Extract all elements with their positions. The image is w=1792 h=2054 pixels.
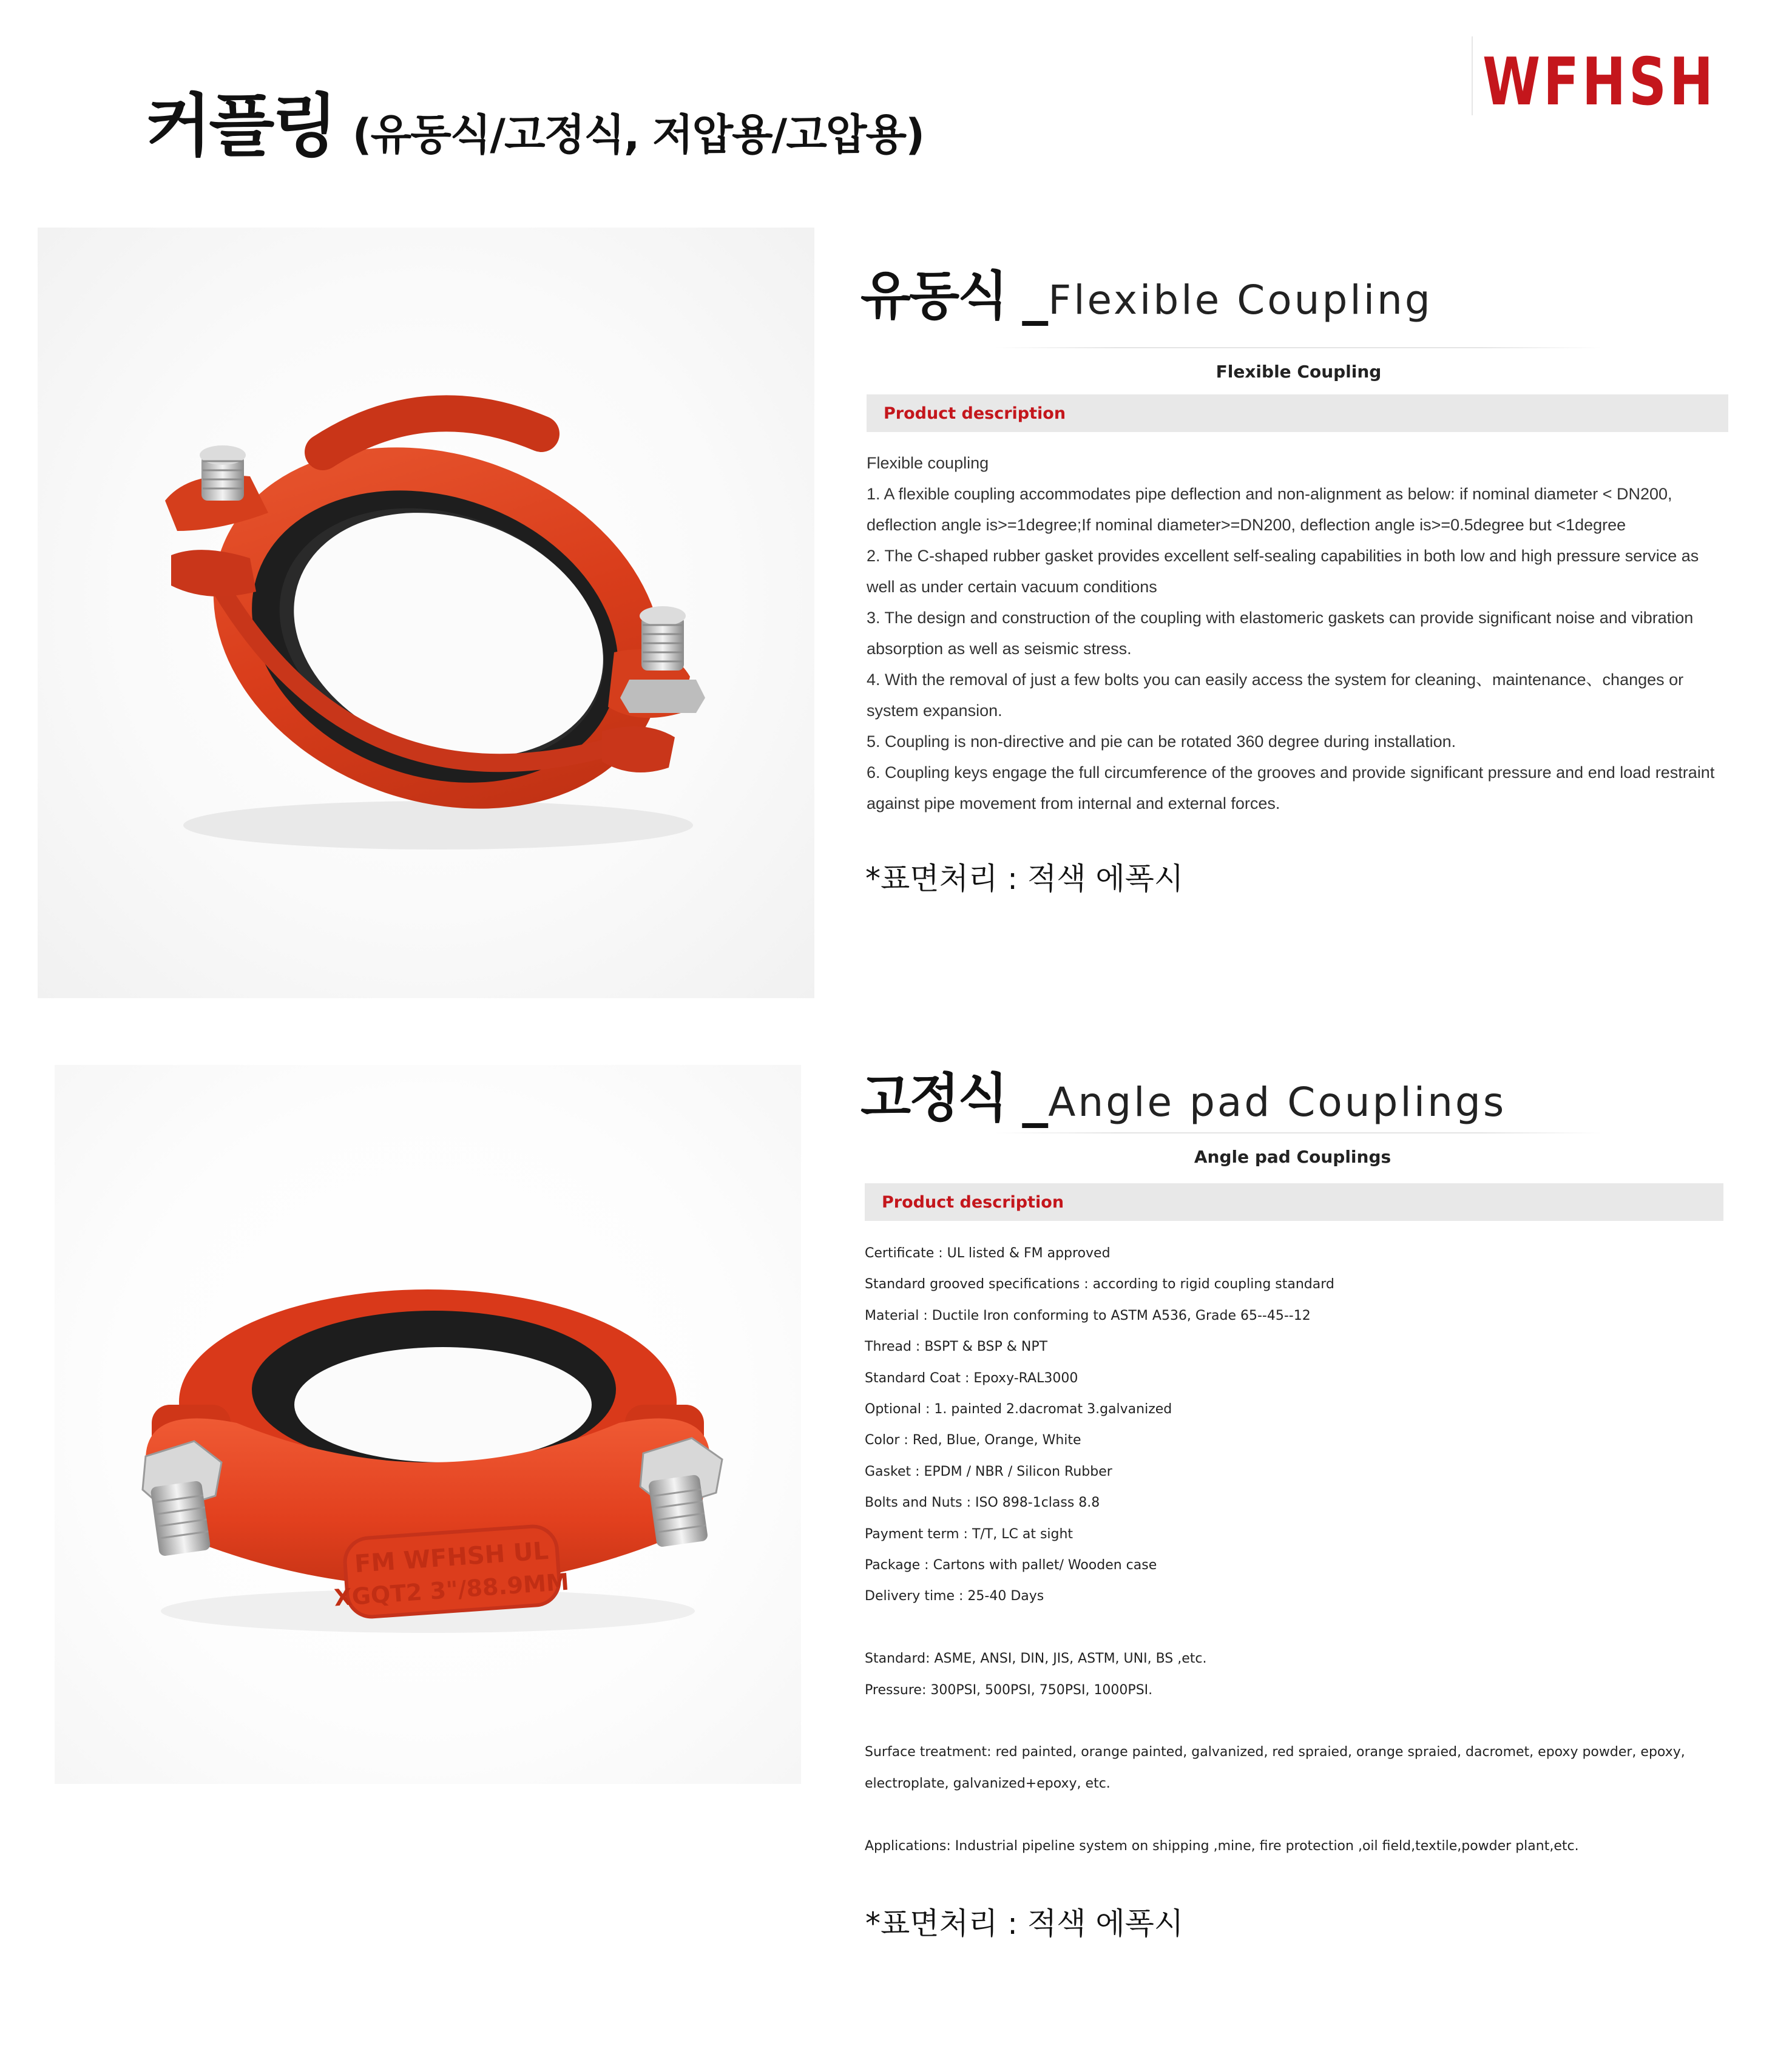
spec-line: Color : Red, Blue, Orange, White — [865, 1433, 1081, 1448]
spec-line: Certificate : UL listed & FM approved — [865, 1246, 1111, 1261]
heading-divider — [995, 1132, 1602, 1133]
angle-pad-spec-list — [865, 1238, 1726, 1862]
standard-line: Standard: ASME, ANSI, DIN, JIS, ASTM, UNI, BS ,etc. — [865, 1651, 1207, 1667]
heading-english: Flexible Coupling — [1048, 277, 1433, 323]
heading-korean: 고정식 — [860, 1068, 1007, 1129]
description-line: 2. The C-shaped rubber gasket provides excellent self-sealing capabilities in both low and high pressure service as well as under certain vacuum conditions — [867, 547, 1699, 596]
heading-dash: _ — [1022, 1068, 1049, 1129]
heading-korean: 유동식 — [860, 266, 1007, 326]
spec-line: Standard grooved specifications : according to rigid coupling standard — [865, 1277, 1334, 1292]
product-description-label: Product description — [882, 1192, 1064, 1212]
flexible-coupling-illustration — [38, 228, 814, 998]
pipe-opening — [294, 1347, 592, 1462]
spec-line: Optional : 1. painted 2.dacromat 3.galvanized — [865, 1402, 1172, 1417]
housing-marking-2: XGQT2 3"/88.9MM — [333, 1568, 570, 1612]
logo-wordmark: WFHSH — [1483, 44, 1716, 120]
flexible-description-body — [867, 448, 1728, 819]
description-line: 1. A flexible coupling accommodates pipe deflection and non-alignment as below: if nominal diameter < DN200, deflection angle is>=1degree;If nominal diameter>=DN200, deflection angle is>=0.5degree but <1degree — [867, 485, 1672, 534]
angle-pad-coupling-illustration — [55, 1065, 801, 1784]
logo-divider — [1472, 36, 1473, 115]
description-line: 3. The design and construction of the coupling with elastomeric gaskets can provide significant noise and vibration absorption as well as seismic stress. — [867, 609, 1694, 658]
description-line: 5. Coupling is non-directive and pie can be rotated 360 degree during installation. — [867, 732, 1456, 751]
housing-marking-1: FM WFHSH UL — [353, 1536, 550, 1579]
spec-line: Standard Coat : Epoxy-RAL3000 — [865, 1370, 1078, 1386]
description-line: 6. Coupling keys engage the full circumference of the grooves and provide significant pressure and end load restraint against pipe movement from internal and external forces. — [867, 763, 1715, 812]
product-description-bar — [865, 1183, 1723, 1221]
surface-treatment-note: *표면처리 : 적색 에폭시 — [865, 861, 1184, 896]
description-line: Flexible coupling — [867, 454, 989, 472]
logo-graphic — [1479, 44, 1722, 120]
flexible-coupling-photo — [38, 228, 814, 998]
product-shadow — [183, 801, 693, 850]
description-line: 4. With the removal of just a few bolts you can easily access the system for cleaning、maintenance、changes or system expansion. — [867, 671, 1684, 720]
brand-logo — [1472, 36, 1726, 118]
heading-dash: _ — [1022, 266, 1049, 326]
heading-english: Angle pad Couplings — [1048, 1079, 1507, 1126]
spec-line: Bolts and Nuts : ISO 898-1class 8.8 — [865, 1495, 1100, 1511]
product-description-label: Product description — [884, 404, 1066, 423]
housing-marking-band — [323, 413, 541, 452]
page-title-sub: (유동식/고정식, 저압용/고압용) — [352, 110, 924, 160]
flexible-coupling-heading — [860, 254, 1433, 329]
angle-pad-coupling-photo — [55, 1065, 801, 1784]
spec-line: Material : Ductile Iron conforming to ASTM A536, Grade 65--45--12 — [865, 1308, 1311, 1323]
spec-line: Payment term : T/T, LC at sight — [865, 1526, 1074, 1542]
spec-line: Thread : BSPT & BSP & NPT — [865, 1339, 1048, 1355]
page-title-main: 커플링 — [146, 87, 336, 166]
spec-line: Package : Cartons with pallet/ Wooden case — [865, 1558, 1157, 1573]
page-title — [146, 72, 924, 169]
coupling-housing — [162, 387, 714, 870]
surface-line: Surface treatment: red painted, orange painted, galvanized, red spraied, orange spraied, dacromet, epoxy powder, epoxy, electroplate, galvanized+epoxy, etc. — [865, 1745, 1685, 1791]
product-description-bar — [867, 394, 1728, 432]
product-name: Angle pad Couplings — [1194, 1147, 1391, 1167]
product-name: Flexible Coupling — [1216, 362, 1382, 382]
applications-line: Applications: Industrial pipeline system on shipping ,mine, fire protection ,oil field,textile,powder plant,etc. — [865, 1838, 1579, 1854]
angle-pad-coupling-heading — [860, 1056, 1506, 1131]
spec-line: Delivery time : 25-40 Days — [865, 1589, 1044, 1604]
heading-divider — [995, 347, 1602, 348]
pressure-line: Pressure: 300PSI, 500PSI, 750PSI, 1000PSI. — [865, 1682, 1153, 1698]
spec-line: Gasket : EPDM / NBR / Silicon Rubber — [865, 1464, 1112, 1479]
surface-treatment-note: *표면처리 : 적색 에폭시 — [865, 1906, 1184, 1941]
